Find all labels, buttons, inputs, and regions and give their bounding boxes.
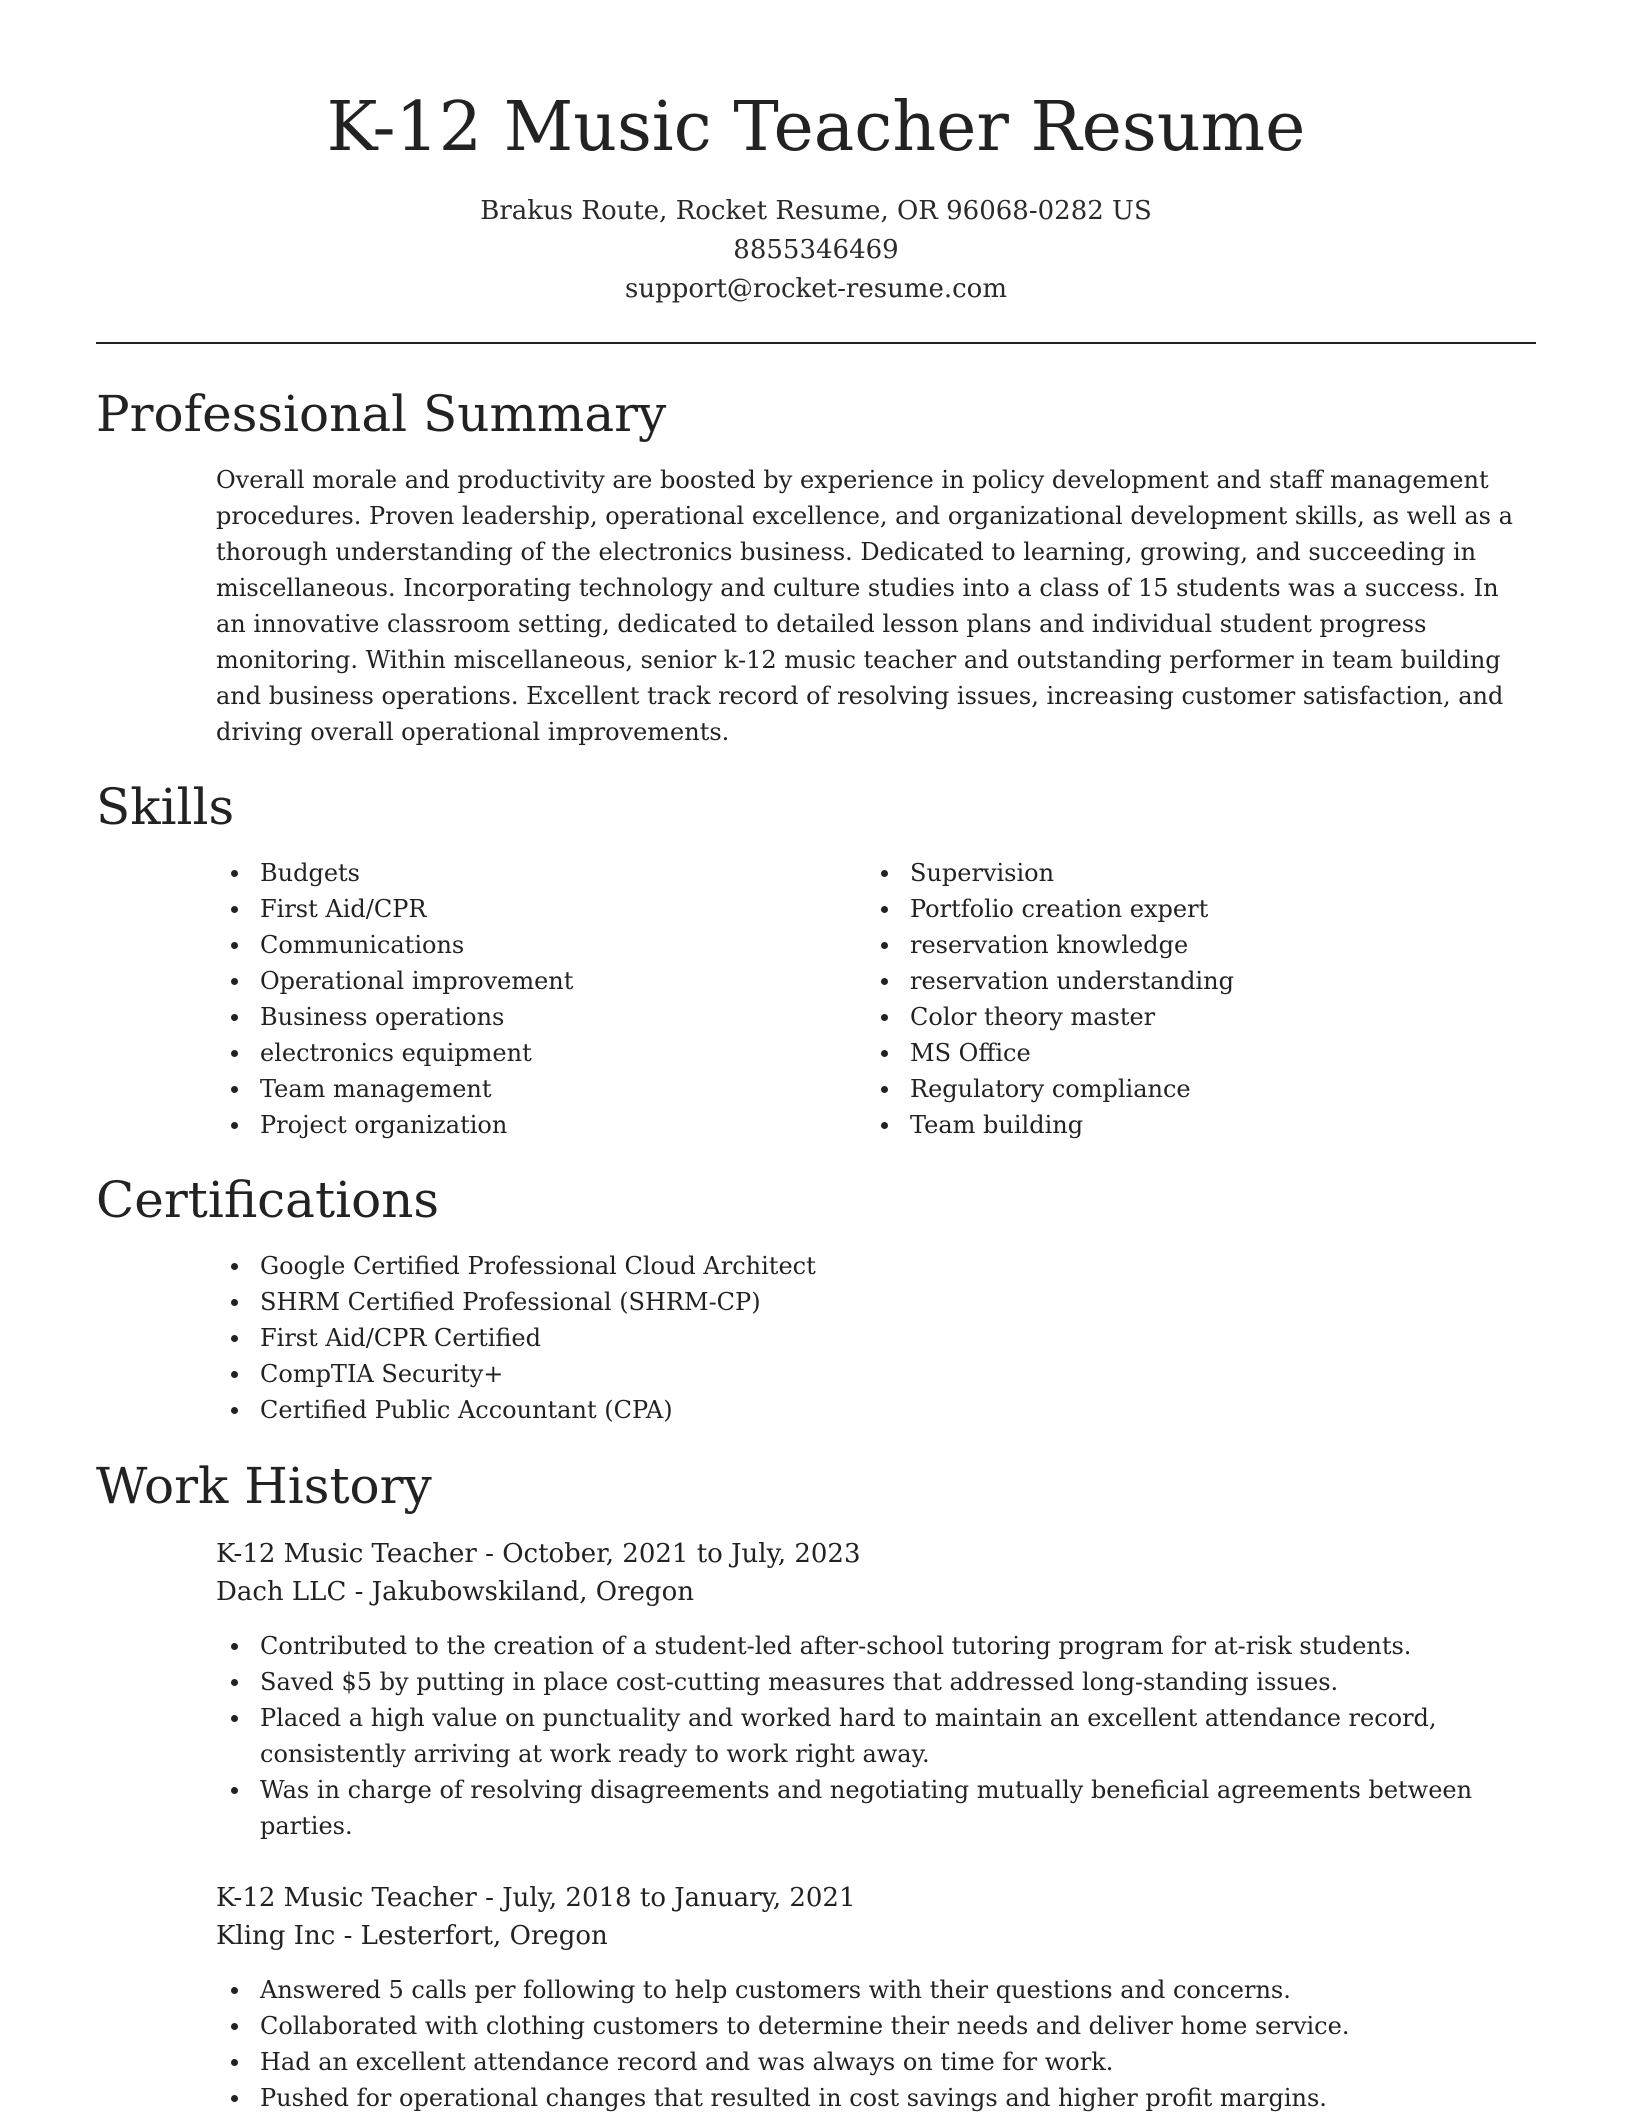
job-responsibilities (216, 1628, 1526, 1844)
certifications-heading: Certifications (96, 1171, 440, 1229)
skill-item: Supervision (866, 855, 1506, 891)
job-bullet: Answered 5 calls per following to help customers with their questions and concerns. (216, 1972, 1526, 2008)
job-separator: - (485, 1883, 503, 1913)
skill-item: Project organization (216, 1107, 856, 1143)
summary-heading: Professional Summary (96, 385, 667, 443)
job-bullet: Contributed to the creation of a student-led after-school tutoring program for at-risk students. (216, 1628, 1526, 1664)
job-bullet: Collaborated with clothing customers to determine their needs and deliver home service. (216, 2008, 1526, 2044)
skill-item: First Aid/CPR (216, 891, 856, 927)
job-location: Lesterfort, Oregon (360, 1921, 608, 1951)
skill-item: reservation understanding (866, 963, 1506, 999)
job-company: Kling Inc (216, 1921, 336, 1951)
job-bullet: Saved $5 by putting in place cost-cutting measures that addressed long-standing issues. (216, 1664, 1526, 1700)
job-title: K-12 Music Teacher (216, 1539, 477, 1569)
certification-item: Google Certified Professional Cloud Architect (216, 1248, 1526, 1284)
job-responsibilities (216, 1972, 1526, 2116)
certification-item: Certified Public Accountant (CPA) (216, 1392, 1526, 1428)
job-company-line (216, 1573, 694, 1611)
certifications-list (216, 1248, 1526, 1428)
summary-text: Overall morale and productivity are boosted by experience in policy development and staff management procedures. Proven leadership, operational excellence, and organizational development skills, as well as a thorough understanding of the electronics business. Dedicated to learning, growing, and succeeding in miscellaneous. Incorporating technology and culture studies into a class of 15 students was a success. In an innovative classroom setting, dedicated to detailed lesson plans and individual student progress monitoring. Within miscellaneous, senior k-12 music teacher and outstanding performer in team building and business operations. Excellent track record of resolving issues, increasing customer satisfaction, and driving overall operational improvements. (216, 466, 1513, 746)
job-title: K-12 Music Teacher (216, 1883, 477, 1913)
work-history-heading: Work History (96, 1457, 432, 1515)
skill-item: Business operations (216, 999, 856, 1035)
job-separator: - (343, 1921, 361, 1951)
job-location: Jakubowskiland, Oregon (371, 1577, 694, 1607)
skill-item: Color theory master (866, 999, 1506, 1035)
skill-item: electronics equipment (216, 1035, 856, 1071)
skill-item: Communications (216, 927, 856, 963)
job-separator: - (354, 1577, 372, 1607)
job-company-line (216, 1917, 608, 1955)
job-separator: - (485, 1539, 503, 1569)
header-divider (96, 342, 1536, 344)
skill-item: reservation knowledge (866, 927, 1506, 963)
job-title-line (216, 1535, 861, 1573)
job-company: Dach LLC (216, 1577, 347, 1607)
job-bullet: Was in charge of resolving disagreements and negotiating mutually beneficial agreements between parties. (216, 1772, 1526, 1844)
skill-item: Budgets (216, 855, 856, 891)
skill-item: Operational improvement (216, 963, 856, 999)
job-bullet: Placed a high value on punctuality and worked hard to maintain an excellent attendance record, consistently arriving at work ready to work right away. (216, 1700, 1526, 1772)
contact-address: Brakus Route, Rocket Resume, OR 96068-0282 US (480, 196, 1152, 226)
skill-item: Regulatory compliance (866, 1071, 1506, 1107)
resume-title: K-12 Music Teacher Resume (326, 88, 1306, 167)
contact-block (0, 192, 1632, 309)
skill-item: Team building (866, 1107, 1506, 1143)
skill-item: Portfolio creation expert (866, 891, 1506, 927)
certification-item: First Aid/CPR Certified (216, 1320, 1526, 1356)
skills-list-left (216, 855, 856, 1143)
job-dates: October, 2021 to July, 2023 (502, 1539, 861, 1569)
job-dates: July, 2018 to January, 2021 (502, 1883, 856, 1913)
contact-phone: 8855346469 (733, 235, 899, 265)
job-bullet: Pushed for operational changes that resulted in cost savings and higher profit margins. (216, 2080, 1526, 2116)
skills-list-right (866, 855, 1506, 1143)
skill-item: MS Office (866, 1035, 1506, 1071)
certification-item: SHRM Certified Professional (SHRM-CP) (216, 1284, 1526, 1320)
skill-item: Team management (216, 1071, 856, 1107)
contact-email: support@rocket-resume.com (624, 274, 1007, 304)
job-bullet: Had an excellent attendance record and was always on time for work. (216, 2044, 1526, 2080)
skills-heading: Skills (96, 778, 235, 836)
certification-item: CompTIA Security+ (216, 1356, 1526, 1392)
job-title-line (216, 1879, 856, 1917)
